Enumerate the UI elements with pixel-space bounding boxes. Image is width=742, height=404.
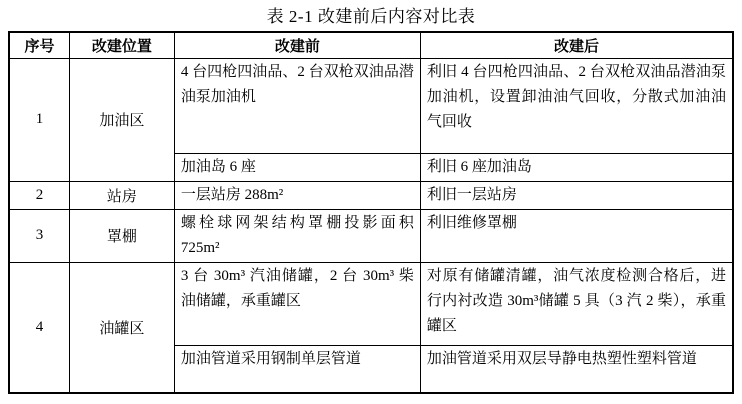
sequence-cell: 4 [9,262,70,393]
header-cell-location: 改建位置 [70,32,175,58]
location-cell: 罩棚 [70,209,175,262]
after-cell: 利旧一层站房 [420,181,733,209]
table-row-1a [9,58,733,153]
location-cell: 站房 [70,181,175,209]
location-cell: 油罐区 [70,262,175,393]
sequence-cell: 3 [9,209,70,262]
after-cell: 利旧维修罩棚 [420,209,733,262]
after-cell: 对原有储罐清罐，油气浓度检测合格后，进行内衬改造 30m³储罐 5 具（3 汽 2 柴），承重罐区 [420,262,733,345]
header-row [9,32,733,58]
after-cell: 利旧 4 台四枪四油品、2 台双枪双油品潜油泵加油机，设置卸油油气回收，分散式加油油气回收 [420,58,733,153]
header-cell-sequence: 序号 [9,32,70,58]
header-cell-before: 改建前 [174,32,420,58]
before-cell: 加油管道采用钢制单层管道 [174,345,420,393]
header-cell-after: 改建后 [420,32,733,58]
before-cell: 3 台 30m³ 汽油储罐，2 台 30m³ 柴油储罐，承重罐区 [174,262,420,345]
table-title: 表 2-1 改建前后内容对比表 [266,7,476,26]
before-cell: 4 台四枪四油品、2 台双枪双油品潜油泵加油机 [174,58,420,153]
before-cell: 一层站房 288m² [174,181,420,209]
after-cell: 利旧 6 座加油岛 [420,153,733,181]
sequence-cell: 2 [9,181,70,209]
table-row-3 [9,209,733,262]
before-cell: 加油岛 6 座 [174,153,420,181]
location-cell: 加油区 [70,58,175,181]
table-row-2 [9,181,733,209]
before-cell: 螺栓球网架结构罩棚投影面积725m² [174,209,420,262]
after-cell: 加油管道采用双层导静电热塑性塑料管道 [420,345,733,393]
sequence-cell: 1 [9,58,70,181]
table-row-4a [9,262,733,345]
comparison-table [8,31,734,394]
